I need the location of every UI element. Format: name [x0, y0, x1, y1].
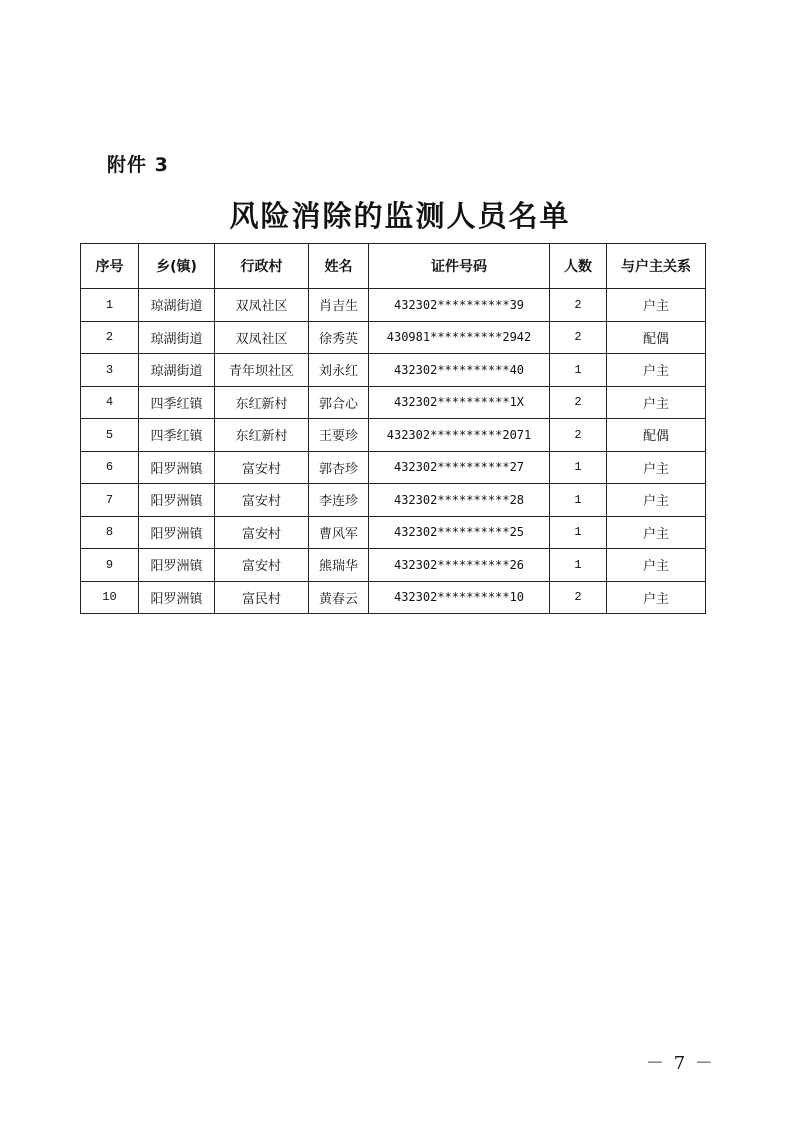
cell-name: 熊瑞华 [309, 549, 369, 582]
table-row [81, 354, 706, 387]
cell-index: 10 [81, 581, 139, 614]
cell-name: 曹风军 [309, 516, 369, 549]
cell-village: 双凤社区 [215, 289, 309, 322]
table-row [81, 516, 706, 549]
cell-household-size: 2 [550, 289, 607, 322]
cell-township: 琼湖街道 [139, 354, 215, 387]
cell-relation: 户主 [607, 451, 706, 484]
cell-village: 富安村 [215, 549, 309, 582]
cell-name: 李连珍 [309, 484, 369, 517]
cell-township: 琼湖街道 [139, 289, 215, 322]
cell-id-number: 432302**********40 [369, 354, 550, 387]
cell-index: 4 [81, 386, 139, 419]
cell-index: 8 [81, 516, 139, 549]
header-household-size: 人数 [550, 244, 607, 289]
cell-household-size: 1 [550, 516, 607, 549]
cell-id-number: 432302**********1X [369, 386, 550, 419]
cell-relation: 配偶 [607, 419, 706, 452]
cell-relation: 户主 [607, 581, 706, 614]
cell-village: 双凤社区 [215, 321, 309, 354]
cell-name: 郭合心 [309, 386, 369, 419]
table-row [81, 484, 706, 517]
cell-township: 阳罗洲镇 [139, 516, 215, 549]
cell-household-size: 1 [550, 549, 607, 582]
cell-id-number: 432302**********28 [369, 484, 550, 517]
cell-township: 阳罗洲镇 [139, 581, 215, 614]
cell-household-size: 2 [550, 419, 607, 452]
header-village: 行政村 [215, 244, 309, 289]
table-row [81, 289, 706, 322]
cell-village: 富安村 [215, 451, 309, 484]
table-header-row [81, 244, 706, 289]
cell-village: 东红新村 [215, 419, 309, 452]
cell-name: 刘永红 [309, 354, 369, 387]
cell-id-number: 432302**********39 [369, 289, 550, 322]
header-township: 乡(镇) [139, 244, 215, 289]
cell-index: 1 [81, 289, 139, 322]
cell-household-size: 2 [550, 321, 607, 354]
table-row [81, 581, 706, 614]
cell-township: 阳罗洲镇 [139, 484, 215, 517]
cell-index: 5 [81, 419, 139, 452]
cell-id-number: 432302**********26 [369, 549, 550, 582]
cell-name: 肖吉生 [309, 289, 369, 322]
cell-township: 琼湖街道 [139, 321, 215, 354]
header-relation: 与户主关系 [607, 244, 706, 289]
cell-village: 富安村 [215, 516, 309, 549]
cell-village: 青年坝社区 [215, 354, 309, 387]
table-row [81, 386, 706, 419]
document-title: 风险消除的监测人员名单 [229, 199, 571, 233]
cell-household-size: 2 [550, 581, 607, 614]
cell-township: 四季红镇 [139, 419, 215, 452]
attachment-label: 附件 3 [107, 154, 169, 176]
cell-id-number: 430981**********2942 [369, 321, 550, 354]
cell-id-number: 432302**********10 [369, 581, 550, 614]
table-row [81, 321, 706, 354]
cell-relation: 户主 [607, 484, 706, 517]
cell-relation: 户主 [607, 386, 706, 419]
cell-relation: 户主 [607, 354, 706, 387]
cell-name: 郭杏珍 [309, 451, 369, 484]
cell-township: 阳罗洲镇 [139, 451, 215, 484]
header-name: 姓名 [309, 244, 369, 289]
cell-relation: 配偶 [607, 321, 706, 354]
cell-household-size: 1 [550, 484, 607, 517]
table-row [81, 419, 706, 452]
monitoring-roster-table [80, 243, 706, 614]
header-index: 序号 [81, 244, 139, 289]
cell-township: 四季红镇 [139, 386, 215, 419]
cell-household-size: 1 [550, 451, 607, 484]
cell-township: 阳罗洲镇 [139, 549, 215, 582]
cell-name: 徐秀英 [309, 321, 369, 354]
cell-household-size: 1 [550, 354, 607, 387]
header-id-number: 证件号码 [369, 244, 550, 289]
cell-index: 6 [81, 451, 139, 484]
table-row [81, 549, 706, 582]
cell-relation: 户主 [607, 516, 706, 549]
cell-index: 3 [81, 354, 139, 387]
cell-name: 黄春云 [309, 581, 369, 614]
cell-index: 7 [81, 484, 139, 517]
cell-relation: 户主 [607, 289, 706, 322]
cell-id-number: 432302**********27 [369, 451, 550, 484]
cell-household-size: 2 [550, 386, 607, 419]
page-number: － 7 － [646, 1053, 715, 1074]
cell-relation: 户主 [607, 549, 706, 582]
cell-village: 富安村 [215, 484, 309, 517]
cell-village: 富民村 [215, 581, 309, 614]
cell-id-number: 432302**********2071 [369, 419, 550, 452]
cell-index: 2 [81, 321, 139, 354]
cell-name: 王要珍 [309, 419, 369, 452]
cell-village: 东红新村 [215, 386, 309, 419]
table-row [81, 451, 706, 484]
cell-index: 9 [81, 549, 139, 582]
cell-id-number: 432302**********25 [369, 516, 550, 549]
